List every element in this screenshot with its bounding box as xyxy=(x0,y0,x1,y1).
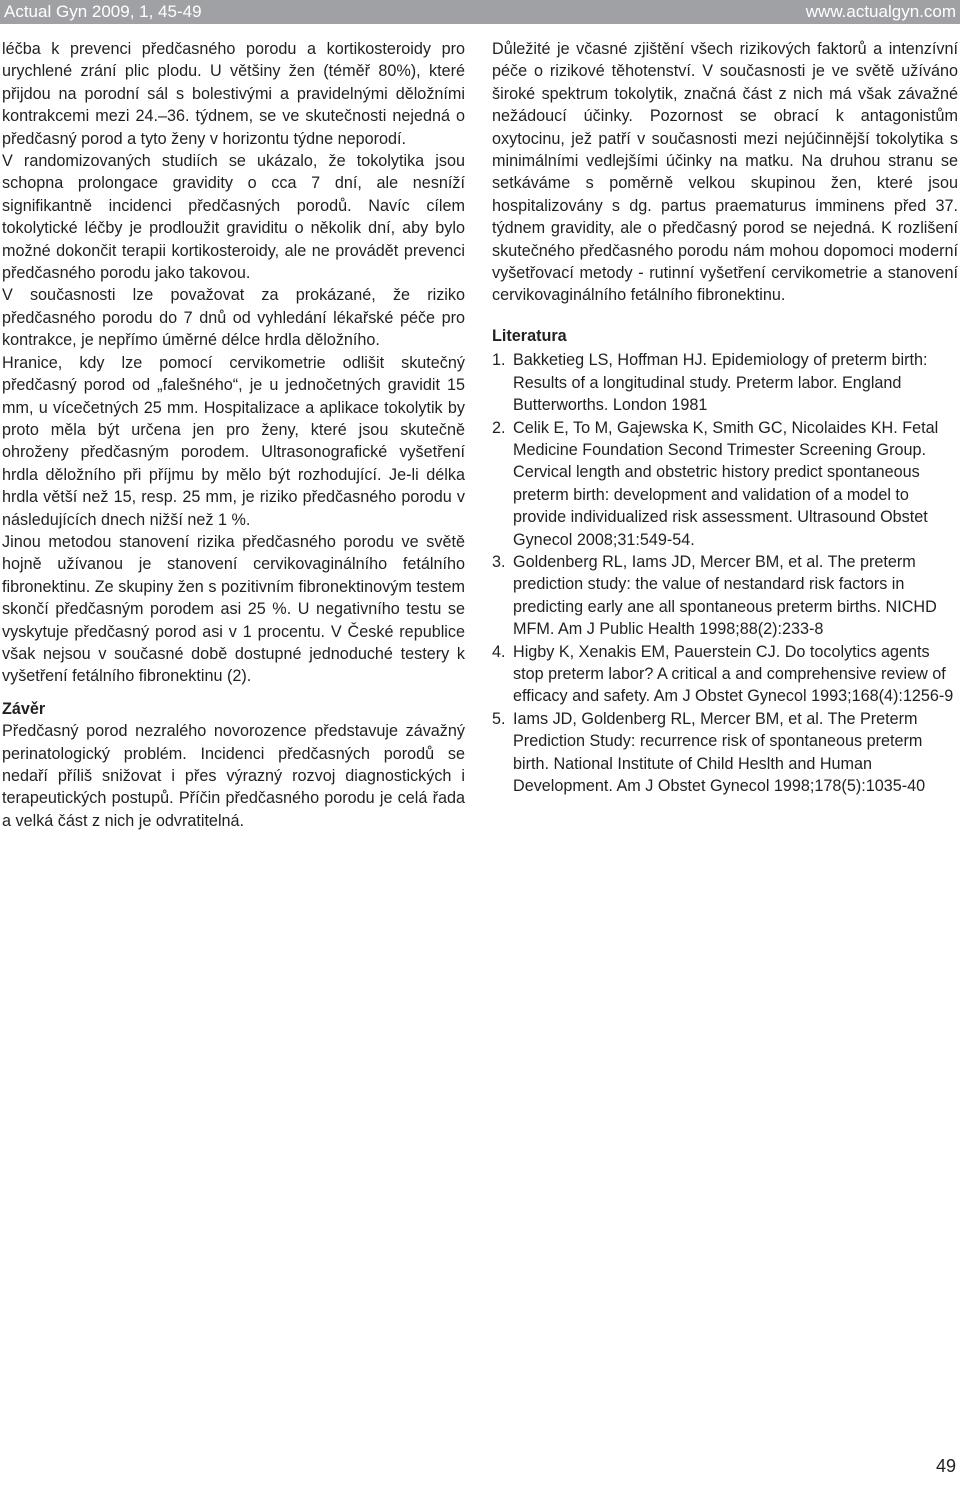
reference-text: Bakketieg LS, Hoffman HJ. Epidemiology of preterm birth: Results of a longitudinal study. Preterm labor. England Butterworths. London 1981 xyxy=(513,351,928,415)
reference-item xyxy=(492,551,958,641)
reference-text: Iams JD, Goldenberg RL, Mercer BM, et al. The Preterm Prediction Study: recurrence risk of spontaneous preterm birth. National Institute of Child Heslth and Human Development. Am J Obstet Gynecol 1998;178(5):1035-40 xyxy=(513,709,926,795)
body-paragraph: léčba k prevenci předčasného porodu a kortikosteroidy pro urychlené zrání plic plodu. U většiny žen (téměř 80%), které přijdou na porodní sál s bolestivými a pravidelnými děložními kontrakcemi mezi 24.–36. týdnem, se ve skutečnosti nejedná o předčasný porod a tyto ženy v horizontu týdne neporodí. xyxy=(2,40,465,148)
journal-url: www.actualgyn.com xyxy=(805,2,956,21)
reference-item xyxy=(492,417,958,551)
body-paragraph: V randomizovaných studiích se ukázalo, že tokolytika jsou schopna prolongace gravidity o cca 7 dní, ale nesníží signifikantně incidenci předčasných porodů. Navíc cílem tokolytické léčby je prodloužit graviditu o několik dní, aby bylo možné dokončit terapii kortikosteroidy, ale ne provádět prevenci předčasného porodu jako takovou. xyxy=(2,152,465,283)
reference-item xyxy=(492,349,958,416)
conclusion-heading: Závěr xyxy=(2,699,46,718)
reference-item xyxy=(492,708,958,798)
reference-list xyxy=(492,349,958,797)
reference-text: Celik E, To M, Gajewska K, Smith GC, Nicolaides KH. Fetal Medicine Foundation Second Trimester Screening Group. Cervical length and obstetric history predict spontaneous preterm birth: development and validation of a model to provide individualized risk assessment. Ultrasound Obstet Gynecol 2008;31:549-54. xyxy=(513,418,939,549)
reference-number: 2. xyxy=(492,418,506,437)
reference-number: 5. xyxy=(492,709,506,728)
body-paragraph: Hranice, kdy lze pomocí cervikometrie odlišit skutečný předčasný porod od „falešného“, je u jednočetných gravidit 15 mm, u vícečetných 25 mm. Hospitalizace a aplikace tokolytik by proto měla být určena jen pro ženy, které jsou skutečně ohroženy předčasným porodem. Ultrasonografické vyšetření hrdla děložního při příjmu by mělo být rozhodující. Je-li délka hrdla větší než 15, resp. 25 mm, je riziko předčasného porodu v následujících dnech nižší než 1 %. xyxy=(2,353,465,529)
reference-text: Goldenberg RL, Iams JD, Mercer BM, et al. The preterm prediction study: the value of nestandard risk factors in predicting early ane all spontaneous preterm births. NICHD MFM. Am J Public Health 1998;88(2):233-8 xyxy=(513,552,937,639)
header-bar xyxy=(0,0,960,24)
reference-text: Higby K, Xenakis EM, Pauerstein CJ. Do tocolytics agents stop preterm labor? A critical a and comprehensive review of efficacy and safety. Am J Obstet Gynecol 1993;168(4):1256-9 xyxy=(513,642,954,706)
reference-number: 3. xyxy=(492,552,506,571)
body-paragraph: Důležité je včasné zjištění všech rizikových faktorů a intenzívní péče o rizikové těhotenství. V současnosti je ve světě užíváno široké spektrum tokolytik, značná část z nich má však závažné nežádoucí účinky. Pozornost se obrací k antagonistům oxytocinu, jež patří v současnosti mezi nejúčinnější tokolytika s minimálními vedlejšími účinky na matku. Na druhou stranu se setkáváme s poměrně velkou skupinou žen, které jsou hospitalizovány s dg. partus praematurus imminens před 37. týdnem gravidity, ale o předčasný porod se nejedná. K rozlišení skutečného předčasného porodu nám mohou dopomoci moderní vyšetřovací metody - rutinní vyšetření cervikometrie a stanovení cervikovaginálního fetálního fibronektinu. xyxy=(492,40,958,305)
journal-citation: Actual Gyn 2009, 1, 45-49 xyxy=(4,2,202,21)
body-paragraph: V současnosti lze považovat za prokázané, že riziko předčasného porodu do 7 dnů od vyhledání lékařské péče pro kontrakce, je nepřímo úměrné délce hrdla děložního. xyxy=(2,286,465,350)
literature-heading: Literatura xyxy=(492,326,567,345)
body-paragraph: Jinou metodou stanovení rizika předčasného porodu ve světě hojně užívanou je stanovení cervikovaginálního fetálního fibronektinu. Ze skupiny žen s pozitivním fibronektinovým testem skončí předčasným porodem asi 25 %. U negativního testu se vyskytuje předčasný porod asi v 1 procentu. V České republice však nejsou v současné době dostupné jednoduché testery k vyšetření fetálního fibronektinu (2). xyxy=(2,532,465,686)
reference-number: 4. xyxy=(492,642,506,661)
reference-number: 1. xyxy=(492,351,506,370)
left-column xyxy=(2,38,465,832)
right-column xyxy=(492,38,958,797)
page-number: 49 xyxy=(935,1456,956,1476)
conclusion-paragraph: Předčasný porod nezralého novorozence představuje závažný perinatologický problém. Incidenci předčasných porodů se nedaří příliš snižovat i přes výrazný rozvoj diagnostických i terapeutických postupů. Příčin předčasného porodu je celá řada a velká část z nich je odvratitelná. xyxy=(2,722,465,830)
reference-item xyxy=(492,641,958,708)
